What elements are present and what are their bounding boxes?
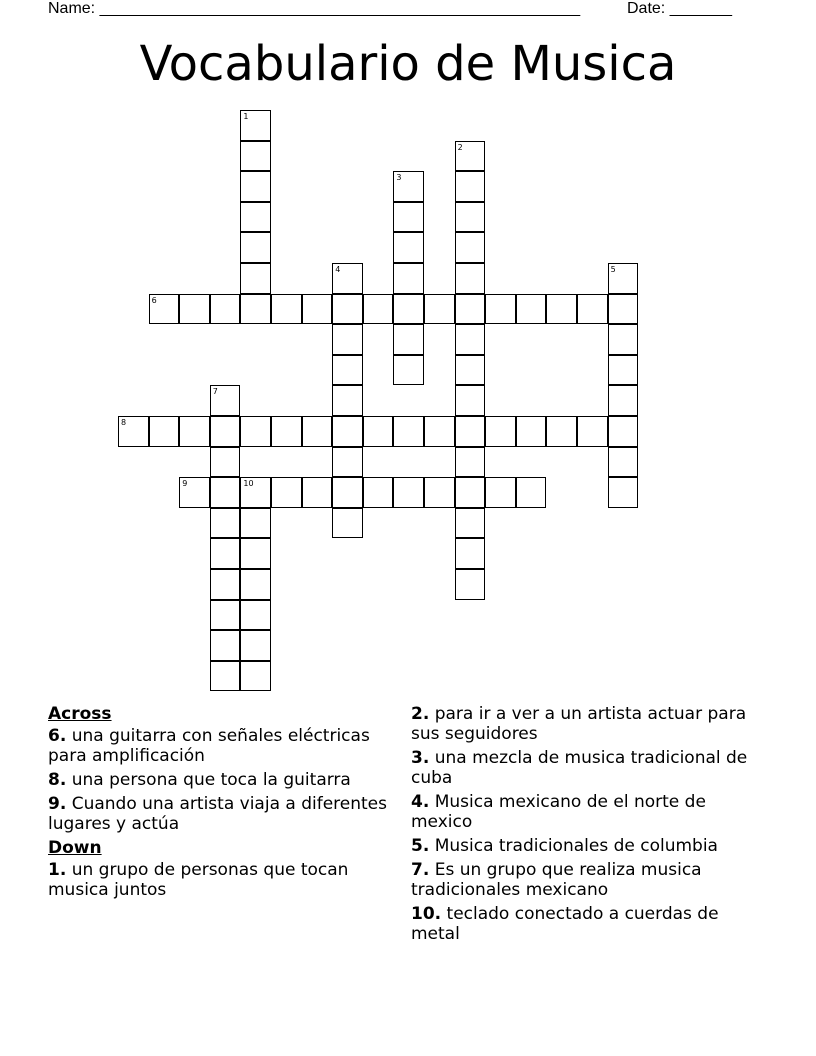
grid-cell[interactable] [332, 263, 363, 294]
grid-cell[interactable] [240, 630, 271, 661]
clue-number-label: 1 [243, 112, 249, 121]
grid-cell[interactable] [210, 294, 241, 325]
grid-cell[interactable] [271, 294, 302, 325]
grid-cell[interactable] [332, 294, 363, 325]
grid-cell[interactable] [271, 416, 302, 447]
grid-cell[interactable] [118, 416, 149, 447]
grid-cell[interactable] [271, 477, 302, 508]
clue-number-label: 10 [243, 479, 254, 489]
grid-cell[interactable] [332, 508, 363, 539]
clue-text: Cuando una artista viaja a diferentes lugares y actúa [48, 794, 387, 834]
grid-cell[interactable] [577, 416, 608, 447]
grid-cell[interactable] [332, 324, 363, 355]
grid-cell[interactable] [393, 477, 424, 508]
clue-down-3 [411, 748, 761, 788]
grid-cell[interactable] [455, 477, 486, 508]
clue-text: una persona que toca la guitarra [66, 770, 351, 790]
grid-cell[interactable] [516, 477, 547, 508]
grid-cell[interactable] [149, 416, 180, 447]
grid-cell[interactable] [608, 324, 639, 355]
grid-cell[interactable] [455, 508, 486, 539]
grid-cell[interactable] [455, 232, 486, 263]
grid-cell[interactable] [240, 477, 271, 508]
grid-cell[interactable] [240, 508, 271, 539]
grid-cell[interactable] [179, 416, 210, 447]
grid-cell[interactable] [240, 294, 271, 325]
grid-cell[interactable] [332, 416, 363, 447]
clue-number: 5. [411, 836, 430, 856]
clues-left-column [48, 702, 393, 904]
grid-cell[interactable] [240, 141, 271, 172]
grid-cell[interactable] [393, 202, 424, 233]
grid-cell[interactable] [302, 416, 333, 447]
grid-cell[interactable] [608, 477, 639, 508]
grid-cell[interactable] [608, 416, 639, 447]
grid-cell[interactable] [424, 416, 455, 447]
grid-cell[interactable] [302, 294, 333, 325]
grid-cell[interactable] [424, 477, 455, 508]
name-line: Name: ______________________________________________________ [48, 0, 581, 17]
grid-cell[interactable] [240, 171, 271, 202]
grid-cell[interactable] [455, 141, 486, 172]
grid-cell[interactable] [210, 508, 241, 539]
grid-cell[interactable] [546, 294, 577, 325]
grid-cell[interactable] [240, 600, 271, 631]
grid-cell[interactable] [485, 416, 516, 447]
grid-cell[interactable] [608, 355, 639, 386]
grid-cell[interactable] [210, 600, 241, 631]
grid-cell[interactable] [424, 294, 455, 325]
grid-cell[interactable] [608, 263, 639, 294]
grid-cell[interactable] [455, 385, 486, 416]
grid-cell[interactable] [608, 385, 639, 416]
grid-cell[interactable] [363, 294, 394, 325]
clue-down-4 [411, 792, 761, 832]
grid-cell[interactable] [516, 416, 547, 447]
clue-down-5 [411, 836, 761, 856]
clue-across-9 [48, 794, 393, 834]
clue-number: 7. [411, 860, 430, 880]
grid-cell[interactable] [455, 538, 486, 569]
clue-number-label: 5 [610, 265, 616, 274]
grid-cell[interactable] [455, 447, 486, 478]
grid-cell[interactable] [455, 263, 486, 294]
grid-cell[interactable] [608, 294, 639, 325]
clue-number-label: 6 [151, 295, 157, 305]
grid-cell[interactable] [393, 171, 424, 202]
grid-cell[interactable] [485, 294, 516, 325]
grid-cell[interactable] [210, 416, 241, 447]
clue-text: para ir a ver a un artista actuar para sus seguidores [411, 704, 747, 744]
page-title: Vocabulario de Musica [139, 36, 677, 92]
clue-number: 3. [411, 748, 430, 768]
date-line: Date: _______ [627, 0, 732, 17]
clue-down-7 [411, 860, 761, 900]
clue-down-10 [411, 904, 761, 944]
grid-cell[interactable] [393, 416, 424, 447]
grid-cell[interactable] [240, 569, 271, 600]
grid-cell[interactable] [485, 477, 516, 508]
clue-text: una mezcla de musica tradicional de cuba [411, 748, 748, 788]
clue-number-label: 2 [457, 142, 463, 152]
grid-cell[interactable] [455, 416, 486, 447]
clue-number: 1. [48, 860, 67, 880]
clue-down-1 [48, 860, 393, 900]
clue-down-2 [411, 704, 761, 744]
down-heading: Down [48, 838, 102, 858]
grid-cell[interactable] [210, 569, 241, 600]
grid-cell[interactable] [240, 416, 271, 447]
grid-cell[interactable] [210, 385, 241, 416]
clues-right-column [411, 704, 761, 948]
clue-number-label: 3 [396, 173, 402, 183]
grid-cell[interactable] [455, 294, 486, 325]
grid-cell[interactable] [240, 110, 271, 141]
clue-number-label: 7 [212, 387, 218, 397]
clue-text: un grupo de personas que tocan musica juntos [48, 860, 349, 900]
grid-cell[interactable] [577, 294, 608, 325]
grid-cell[interactable] [332, 477, 363, 508]
grid-cell[interactable] [546, 416, 577, 447]
grid-cell[interactable] [455, 171, 486, 202]
grid-cell[interactable] [516, 294, 547, 325]
grid-cell[interactable] [240, 232, 271, 263]
grid-cell[interactable] [393, 294, 424, 325]
clue-number-label: 9 [182, 479, 188, 489]
clue-text: Musica tradicionales de columbia [429, 836, 718, 856]
grid-cell[interactable] [608, 447, 639, 478]
grid-cell[interactable] [363, 477, 394, 508]
grid-cell[interactable] [455, 202, 486, 233]
clue-text: Es un grupo que realiza musica tradicionales mexicano [411, 860, 702, 900]
clue-number-label: 8 [121, 418, 127, 427]
clue-number: 8. [48, 770, 67, 790]
grid-cell[interactable] [179, 477, 210, 508]
grid-cell[interactable] [240, 263, 271, 294]
grid-cell[interactable] [210, 661, 241, 692]
clue-across-8 [48, 770, 393, 790]
grid-cell[interactable] [393, 232, 424, 263]
grid-cell[interactable] [455, 324, 486, 355]
grid-cell[interactable] [210, 630, 241, 661]
grid-cell[interactable] [332, 385, 363, 416]
grid-cell[interactable] [332, 447, 363, 478]
grid-cell[interactable] [393, 324, 424, 355]
clue-across-6 [48, 726, 393, 766]
clue-text: teclado conectado a cuerdas de metal [411, 904, 719, 944]
grid-cell[interactable] [363, 416, 394, 447]
grid-cell[interactable] [393, 263, 424, 294]
grid-cell[interactable] [393, 355, 424, 386]
clue-number: 9. [48, 794, 67, 814]
grid-cell[interactable] [332, 355, 363, 386]
grid-cell[interactable] [149, 294, 180, 325]
clue-text: una guitarra con señales eléctricas para amplificación [48, 726, 370, 766]
grid-cell[interactable] [302, 477, 333, 508]
grid-cell[interactable] [240, 661, 271, 692]
clue-number-label: 4 [335, 265, 341, 274]
grid-cell[interactable] [210, 538, 241, 569]
clue-number: 4. [411, 792, 430, 812]
clue-number: 2. [411, 704, 430, 724]
clue-number: 6. [48, 726, 67, 746]
grid-cell[interactable] [455, 569, 486, 600]
grid-cell[interactable] [240, 202, 271, 233]
grid-cell[interactable] [210, 477, 241, 508]
across-heading: Across [48, 704, 112, 724]
clue-text: Musica mexicano de el norte de mexico [411, 792, 706, 832]
grid-cell[interactable] [210, 447, 241, 478]
grid-cell[interactable] [240, 538, 271, 569]
clue-number: 10. [411, 904, 442, 924]
grid-cell[interactable] [455, 355, 486, 386]
grid-cell[interactable] [179, 294, 210, 325]
